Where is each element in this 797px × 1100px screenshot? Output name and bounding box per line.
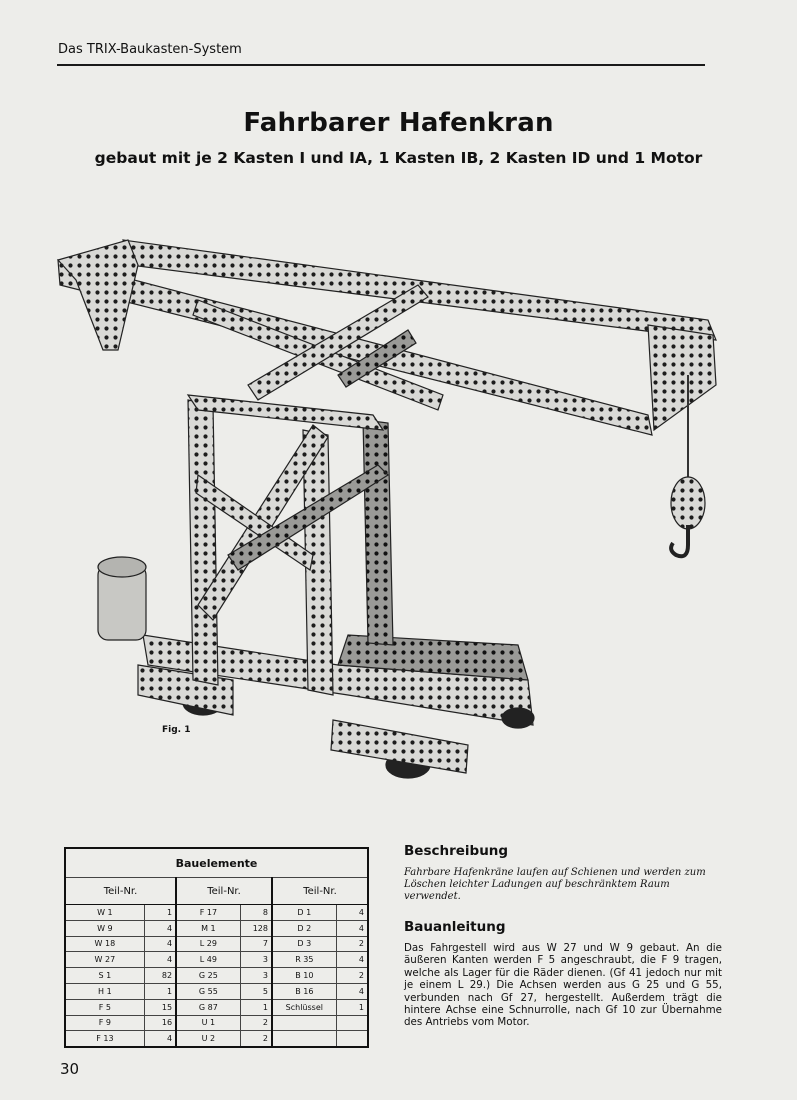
tower-left-column [188, 400, 218, 685]
part-name: L 29 [176, 936, 240, 952]
part-name: M 1 [176, 920, 240, 936]
part-name: D 3 [272, 936, 336, 952]
part-quantity: 4 [144, 920, 176, 936]
parts-table [64, 847, 369, 1048]
parts-table-header-row [65, 878, 368, 905]
jib-counterweight-brace [58, 240, 138, 350]
parts-table-caption: Bauelemente [65, 848, 368, 878]
part-name: G 25 [176, 968, 240, 984]
page-title: Fahrbarer Hafenkran [243, 108, 554, 138]
header-series: Das TRIX-Baukasten-System [58, 42, 242, 57]
part-quantity: 4 [336, 920, 368, 936]
table-row [65, 983, 368, 999]
part-name: L 49 [176, 952, 240, 968]
part-quantity: 16 [144, 1015, 176, 1031]
part-quantity: 4 [144, 1031, 176, 1047]
part-quantity: 2 [240, 1015, 272, 1031]
tower-right-column [363, 420, 393, 645]
parts-table-header: Teil-Nr. [65, 878, 176, 905]
part-quantity: 8 [240, 905, 272, 921]
part-quantity: 5 [240, 983, 272, 999]
part-name: R 35 [272, 952, 336, 968]
part-name [272, 1031, 336, 1047]
part-quantity: 2 [240, 1031, 272, 1047]
part-name: U 1 [176, 1015, 240, 1031]
wheel [502, 708, 534, 728]
part-quantity: 128 [240, 920, 272, 936]
part-name: B 16 [272, 983, 336, 999]
table-row [65, 936, 368, 952]
part-name: W 27 [65, 952, 144, 968]
part-quantity [336, 1015, 368, 1031]
part-quantity: 3 [240, 968, 272, 984]
part-quantity: 3 [240, 952, 272, 968]
part-quantity: 4 [144, 936, 176, 952]
parts-table-header: Teil-Nr. [176, 878, 272, 905]
part-quantity: 4 [144, 952, 176, 968]
parts-table-caption-row [65, 848, 368, 878]
part-quantity: 4 [336, 952, 368, 968]
part-name: D 2 [272, 920, 336, 936]
table-row [65, 905, 368, 921]
part-name: W 18 [65, 936, 144, 952]
part-quantity: 2 [336, 968, 368, 984]
figure-label: Fig. 1 [162, 725, 191, 735]
table-row [65, 1031, 368, 1047]
table-row [65, 920, 368, 936]
description-heading: Beschreibung [404, 843, 509, 859]
part-quantity: 1 [144, 983, 176, 999]
part-name: G 87 [176, 999, 240, 1015]
page-number: 30 [60, 1060, 80, 1078]
part-name: W 1 [65, 905, 144, 921]
table-row [65, 1015, 368, 1031]
part-name: F 17 [176, 905, 240, 921]
part-quantity: 7 [240, 936, 272, 952]
part-name: F 5 [65, 999, 144, 1015]
part-name: B 10 [272, 968, 336, 984]
table-row [65, 999, 368, 1015]
part-quantity: 1 [240, 999, 272, 1015]
part-name: H 1 [65, 983, 144, 999]
motor-end [98, 557, 146, 577]
part-quantity: 82 [144, 968, 176, 984]
description-text: Fahrbare Hafenkräne laufen auf Schienen und werden zum Löschen leichter Ladungen auf beschränktem Raum verwendet. [404, 867, 706, 903]
part-name [272, 1015, 336, 1031]
part-name: G 55 [176, 983, 240, 999]
hook [671, 525, 688, 556]
crane-illustration [48, 225, 728, 790]
part-name: F 13 [65, 1031, 144, 1047]
part-quantity: 4 [336, 905, 368, 921]
instructions-text: Das Fahrgestell wird aus W 27 und W 9 gebaut. An die äußeren Kanten werden F 5 angeschraubt, die F 9 tragen, welche als Lager für die Räder dienen. (Gf 41 jedoch nur mit je einem L 29.) Die Achsen werden aus G 25 und G 55, verbunden nach Gf 27, hergestellt. Außerdem trägt die hintere Achse eine Schnurrolle, nach Gf 10 zur Übernahme des Antriebs vom Motor. [404, 942, 722, 1029]
part-name: D 1 [272, 905, 336, 921]
part-quantity: 1 [144, 905, 176, 921]
hook-block [671, 477, 705, 529]
instructions-heading: Bauanleitung [404, 919, 506, 935]
part-quantity: 2 [336, 936, 368, 952]
table-row [65, 968, 368, 984]
part-quantity [336, 1031, 368, 1047]
part-name: Schlüssel [272, 999, 336, 1015]
part-name: W 9 [65, 920, 144, 936]
header-rule [57, 64, 705, 66]
page-subtitle: gebaut mit je 2 Kasten I und IA, 1 Kasten IB, 2 Kasten ID und 1 Motor [94, 149, 703, 167]
parts-table-header: Teil-Nr. [272, 878, 368, 905]
part-quantity: 1 [336, 999, 368, 1015]
part-name: U 2 [176, 1031, 240, 1047]
tower-top-plate [188, 395, 383, 430]
part-name: S 1 [65, 968, 144, 984]
part-name: F 9 [65, 1015, 144, 1031]
table-row [65, 952, 368, 968]
jib-front-plate [648, 325, 716, 430]
part-quantity: 4 [336, 983, 368, 999]
part-quantity: 15 [144, 999, 176, 1015]
